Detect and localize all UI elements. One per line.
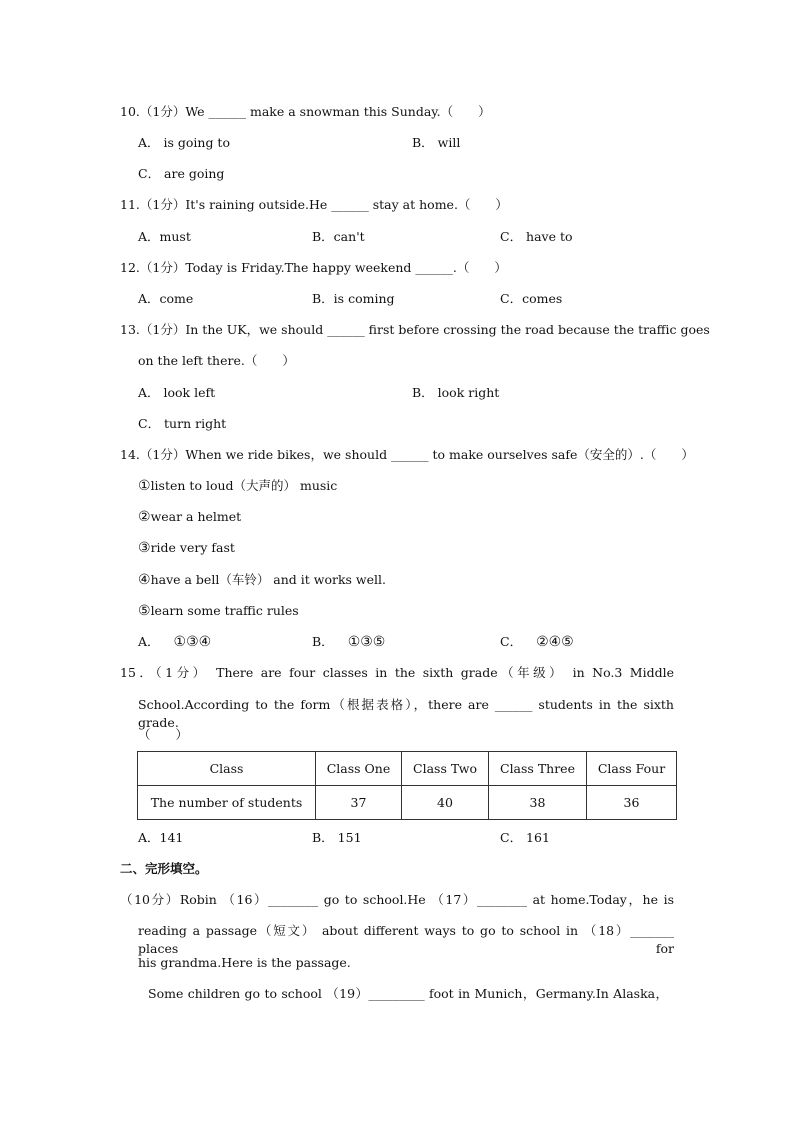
table-header-cell: Class bbox=[138, 752, 316, 786]
q14-item-4 bbox=[138, 571, 386, 589]
table-header-cell: Class One bbox=[316, 752, 402, 786]
q11-option-a[interactable]: A．must bbox=[138, 229, 191, 244]
q14-item-3 bbox=[138, 539, 235, 557]
q14-stem: 14.（1分）When we ride bikes，we should ______ to make ourselves safe（安全的）.（ ） bbox=[120, 447, 694, 462]
table-header-row bbox=[138, 752, 677, 786]
q13-stem-line2: on the left there.（ ） bbox=[138, 353, 295, 368]
q14-item-2-text: wear a helmet bbox=[150, 509, 242, 524]
cloze-line-4: Some children go to school （19）_________ foot in Munich，Germany.In Alaska， bbox=[148, 986, 668, 1001]
table-cell: 36 bbox=[587, 786, 677, 820]
q12-option-c[interactable]: C．comes bbox=[500, 291, 563, 306]
q14-item-1-number: ① bbox=[138, 478, 151, 494]
q14-option-a-label: A． bbox=[138, 634, 160, 649]
q14-item-1 bbox=[138, 477, 337, 495]
q12-stem: 12.（1分）Today is Friday.The happy weekend ______.（ ） bbox=[120, 260, 507, 275]
q14-option-b-label: B． bbox=[312, 634, 334, 649]
q14-option-c-label: C． bbox=[500, 634, 523, 649]
cloze-line-3: his grandma.Here is the passage. bbox=[138, 955, 351, 970]
q14-item-3-number: ③ bbox=[138, 540, 151, 556]
q13-option-c[interactable]: C． turn right bbox=[138, 416, 227, 431]
q11-stem: 11.（1分）It's raining outside.He ______ stay at home.（ ） bbox=[120, 197, 508, 212]
table-header-cell: Class Three bbox=[489, 752, 587, 786]
q10-option-a[interactable]: A． is going to bbox=[138, 135, 230, 150]
q12-option-a[interactable]: A．come bbox=[138, 291, 194, 306]
q14-item-2-number: ② bbox=[138, 509, 151, 525]
table-header-cell: Class Two bbox=[402, 752, 489, 786]
q12-option-b[interactable]: B．is coming bbox=[312, 291, 395, 306]
q14-item-5-text: learn some traffic rules bbox=[150, 603, 299, 618]
table-cell: 40 bbox=[402, 786, 489, 820]
q14-item-2 bbox=[138, 508, 241, 526]
q14-option-b[interactable] bbox=[312, 633, 385, 651]
q14-option-c[interactable] bbox=[500, 633, 574, 651]
q14-option-b-value: ①③⑤ bbox=[347, 634, 386, 650]
q14-item-5 bbox=[138, 602, 299, 620]
section-2-title: 二、完形填空。 bbox=[120, 861, 208, 876]
q11-option-b[interactable]: B．can't bbox=[312, 229, 365, 244]
q15-stem-line3: （ ） bbox=[138, 727, 189, 742]
q10-option-b[interactable]: B． will bbox=[412, 135, 461, 150]
q10-option-c[interactable]: C． are going bbox=[138, 166, 225, 181]
q15-option-b[interactable]: B． 151 bbox=[312, 830, 362, 845]
q15-stem-line2: School.According to the form（根据表格），there are ______ students in the sixth grade. bbox=[138, 697, 674, 730]
q13-stem-line1: 13.（1分）In the UK，we should ______ first before crossing the road because the traffic goes bbox=[120, 322, 710, 337]
q13-option-a[interactable]: A． look left bbox=[138, 385, 216, 400]
q14-item-3-text: ride very fast bbox=[150, 540, 235, 555]
table-row bbox=[138, 786, 677, 820]
table-header-cell: Class Four bbox=[587, 752, 677, 786]
cloze-line-1: （10分）Robin （16）________ go to school.He （17）________ at home.Today，he is bbox=[120, 892, 674, 907]
q14-item-5-number: ⑤ bbox=[138, 603, 151, 619]
q13-option-b[interactable]: B． look right bbox=[412, 385, 500, 400]
q15-option-a[interactable]: A．141 bbox=[138, 830, 184, 845]
q15-stem-line1: 15．（1分） There are four classes in the sixth grade（年级） in No.3 Middle bbox=[120, 665, 674, 680]
q14-item-4-number: ④ bbox=[138, 572, 151, 588]
table-cell: 38 bbox=[489, 786, 587, 820]
table-cell: 37 bbox=[316, 786, 402, 820]
q14-item-4-text: have a bell（车铃） and it works well. bbox=[150, 572, 386, 587]
q11-option-c[interactable]: C． have to bbox=[500, 229, 573, 244]
q15-option-c[interactable]: C． 161 bbox=[500, 830, 550, 845]
q14-option-a[interactable] bbox=[138, 633, 211, 651]
q14-option-c-value: ②④⑤ bbox=[536, 634, 574, 650]
q14-item-1-text: listen to loud（大声的） music bbox=[150, 478, 338, 493]
q14-option-a-value: ①③④ bbox=[173, 634, 212, 650]
cloze-line-2: reading a passage（短文） about different ways to go to school in （18）_______ places for bbox=[138, 923, 674, 956]
q10-stem: 10.（1分）We ______ make a snowman this Sunday.（ ） bbox=[120, 104, 491, 119]
table-row-label: The number of students bbox=[138, 786, 316, 820]
class-size-table bbox=[137, 751, 677, 820]
